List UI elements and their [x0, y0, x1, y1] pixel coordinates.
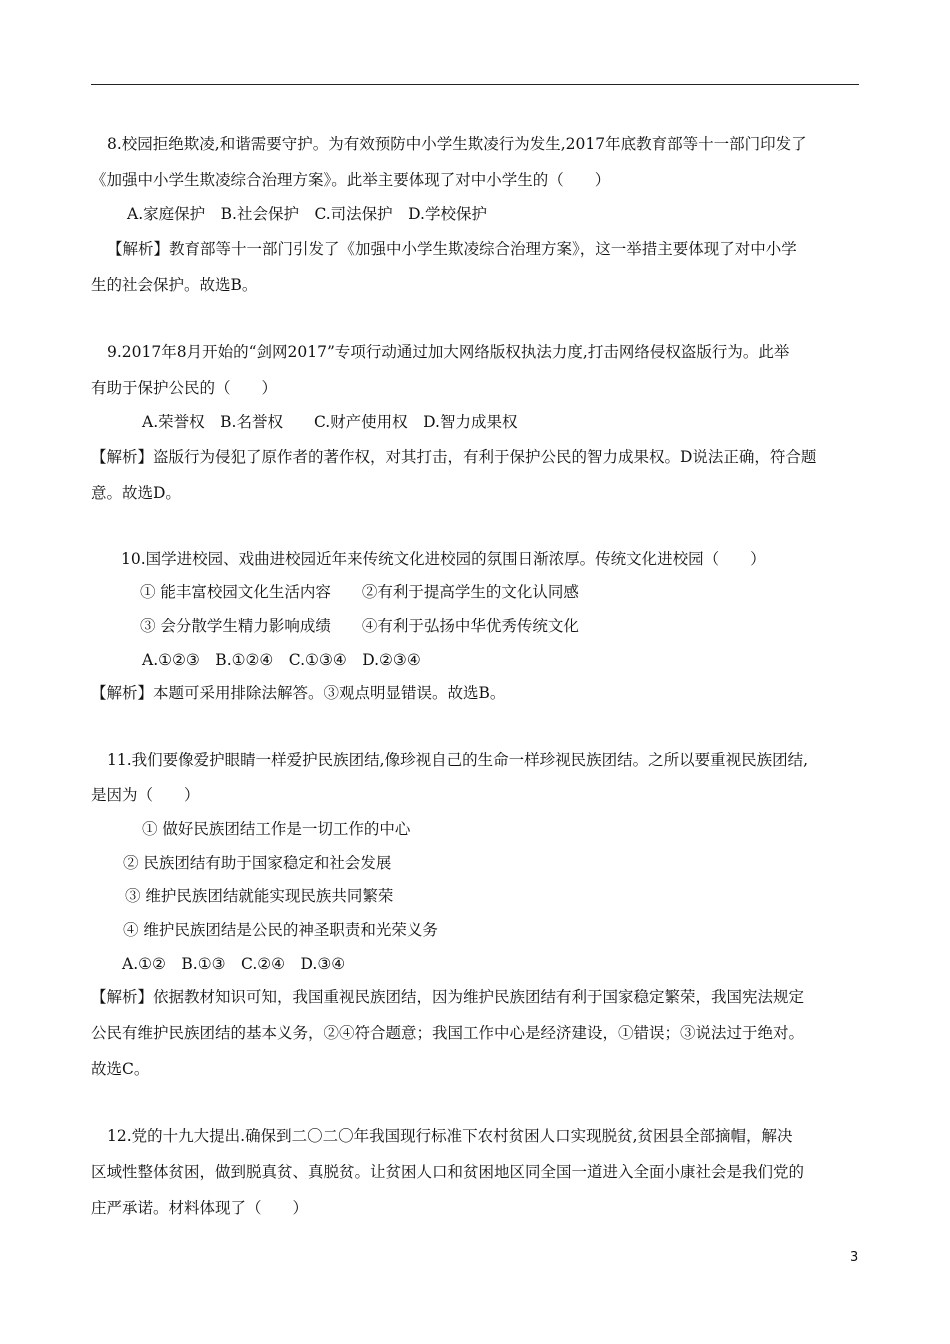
- q10-stem: 10.国学进校园、戏曲进校园近年来传统文化进校园的氛围日渐浓厚。传统文化进校园（ ）: [121, 550, 766, 568]
- q9-analysis-line-1: 【解析】盗版行为侵犯了原作者的著作权，对其打击，有利于保护公民的智力成果权。D说法正确，符合题: [91, 448, 817, 466]
- q12-stem-line-2: 区域性整体贫困，做到脱真贫、真脱贫。让贫困人口和贫困地区同全国一道进入全面小康社会是我们党的: [91, 1163, 805, 1181]
- q11-statement-3: ③ 维护民族团结就能实现民族共同繁荣: [125, 887, 394, 905]
- q12-stem-line-1: 12.党的十九大提出.确保到二〇二〇年我国现行标准下农村贫困人口实现脱贫,贫困县全部摘帽，解决: [107, 1127, 793, 1145]
- q10-statement-1: ① 能丰富校园文化生活内容 ②有利于提高学生的文化认同感: [140, 583, 579, 601]
- q9-options: A.荣誉权 B.名誉权 C.财产使用权 D.智力成果权: [142, 413, 518, 431]
- q8-analysis-line-1: 【解析】教育部等十一部门引发了《加强中小学生欺凌综合治理方案》，这一举措主要体现了对中小学: [107, 240, 797, 258]
- q8-stem-line-1: 8.校园拒绝欺凌,和谐需要守护。为有效预防中小学生欺凌行为发生,2017年底教育部等十一部门印发了: [107, 135, 807, 153]
- q9-analysis-line-2: 意。故选D。: [91, 484, 181, 502]
- q11-stem-line-1: 11.我们要像爱护眼睛一样爱护民族团结,像珍视自己的生命一样珍视民族团结。之所以要重视民族团结,: [107, 751, 809, 769]
- q8-stem-line-2: 《加强中小学生欺凌综合治理方案》。此举主要体现了对中小学生的（ ）: [91, 171, 611, 189]
- q10-statement-2: ③ 会分散学生精力影响成绩 ④有利于弘扬中华优秀传统文化: [140, 617, 579, 635]
- q11-analysis-line-3: 故选C。: [91, 1060, 150, 1078]
- q11-statement-1: ① 做好民族团结工作是一切工作的中心: [142, 820, 411, 838]
- q11-statement-4: ④ 维护民族团结是公民的神圣职责和光荣义务: [123, 921, 438, 939]
- q11-analysis-line-2: 公民有维护民族团结的基本义务，②④符合题意；我国工作中心是经济建设，①错误；③说法过于绝对。: [91, 1024, 805, 1042]
- q11-options: A.①② B.①③ C.②④ D.③④: [122, 955, 346, 973]
- q10-options: A.①②③ B.①②④ C.①③④ D.②③④: [142, 651, 421, 669]
- q8-options: A.家庭保护 B.社会保护 C.司法保护 D.学校保护: [127, 205, 487, 223]
- q12-stem-line-3: 庄严承诺。材料体现了（ ）: [91, 1199, 309, 1217]
- q11-stem-line-2: 是因为（ ）: [91, 786, 200, 804]
- page-number: 3: [850, 1250, 859, 1265]
- q9-stem-line-2: 有助于保护公民的（ ）: [91, 379, 278, 397]
- q11-analysis-line-1: 【解析】依据教材知识可知，我国重视民族团结，因为维护民族团结有利于国家稳定繁荣，我国宪法规定: [91, 988, 805, 1006]
- q8-analysis-line-2: 生的社会保护。故选B。: [91, 276, 258, 294]
- q11-statement-2: ② 民族团结有助于国家稳定和社会发展: [123, 854, 392, 872]
- q9-stem-line-1: 9.2017年8月开始的“剑网2017”专项行动通过加大网络版权执法力度,打击网络侵权盗版行为。此举: [107, 343, 790, 361]
- q10-analysis: 【解析】本题可采用排除法解答。③观点明显错误。故选B。: [91, 684, 506, 702]
